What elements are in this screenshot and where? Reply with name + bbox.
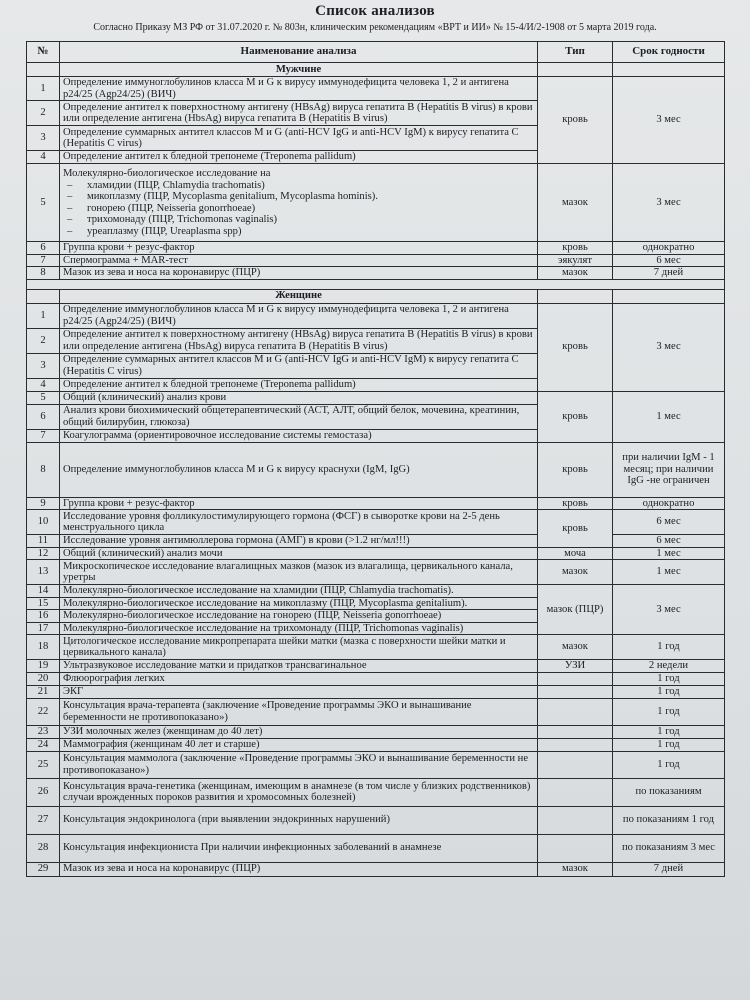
row-number: 19 (27, 660, 60, 673)
analysis-name: Определение антител к поверхностному антигену (HBsAg) вируса гепатита B (Hepatitis B virus) в крови или определение антигена (HbsAg) вируса гепатита B (Hepatitis B virus) (60, 328, 538, 353)
row-number: 28 (27, 834, 60, 862)
analysis-validity: 1 год (613, 698, 725, 725)
analysis-validity: 7 дней (613, 862, 725, 876)
row-number: 17 (27, 622, 60, 635)
analysis-type: мазок (538, 560, 613, 585)
analysis-sublist (63, 180, 534, 238)
row-number: 4 (27, 151, 60, 164)
row-number: 18 (27, 635, 60, 660)
row-number: 3 (27, 353, 60, 378)
analysis-name: Определение иммуноглобулинов класса M и G к вирусу краснухи (IgM, IgG) (60, 442, 538, 497)
row-number: 11 (27, 535, 60, 548)
table-header-row (27, 42, 725, 63)
analysis-name: Консультация маммолога (заключение «Проведение программы ЭКО и вынашивание беременности не противопоказано») (60, 751, 538, 778)
analysis-name: Флюорография легких (60, 672, 538, 685)
table-row (27, 685, 725, 698)
analysis-type: кровь (538, 391, 613, 442)
analysis-type: мазок (538, 635, 613, 660)
header-validity: Срок годности (613, 42, 725, 63)
section-label-women: Женщине (60, 289, 538, 303)
table-row (27, 751, 725, 778)
analysis-validity: 1 год (613, 685, 725, 698)
analysis-name: Ультразвуковое исследование матки и придатков трансвагинальное (60, 660, 538, 673)
table-row (27, 547, 725, 560)
row-number: 27 (27, 806, 60, 834)
analysis-type: мазок (538, 862, 613, 876)
document-subtitle: Согласно Приказу МЗ РФ от 31.07.2020 г. № 803н, клиническим рекомендациям «ВРТ и ИИ» № 15-4/И/2-1908 от 5 марта 2019 года. (93, 22, 657, 33)
row-number: 23 (27, 725, 60, 738)
analysis-validity: 1 год (613, 725, 725, 738)
list-item: – гонорею (ПЦР, Neisseria gonorrhoeae) (89, 203, 534, 215)
analysis-validity: по показаниям 1 год (613, 806, 725, 834)
row-number: 10 (27, 510, 60, 535)
table-row (27, 778, 725, 806)
row-number: 29 (27, 862, 60, 876)
analysis-name: Консультация инфекциониста При наличии инфекционных заболеваний в анамнезе (60, 834, 538, 862)
row-number: 16 (27, 610, 60, 623)
analysis-validity: 7 дней (613, 267, 725, 280)
analysis-name: Определение суммарных антител классов M и G (anti-HCV IgG и anti-HCV IgM) к вирусу гепатита C (Hepatitis C virus) (60, 353, 538, 378)
analysis-validity: по показаниям (613, 778, 725, 806)
row-number: 13 (27, 560, 60, 585)
analysis-validity: 1 год (613, 738, 725, 751)
row-number: 4 (27, 378, 60, 391)
row-number: 8 (27, 442, 60, 497)
analysis-name: Определение суммарных антител классов M и G (anti-HCV IgG и anti-HCV IgM) к вирусу гепатита C (Hepatitis C virus) (60, 126, 538, 151)
table-row (27, 442, 725, 497)
analysis-name: Молекулярно-биологическое исследование на микоплазму (ПЦР, Mycoplasma genitalium). (60, 597, 538, 610)
row-number: 2 (27, 328, 60, 353)
row-number: 1 (27, 77, 60, 101)
table-row (27, 242, 725, 255)
table-row (27, 725, 725, 738)
row-number: 24 (27, 738, 60, 751)
analysis-type: кровь (538, 442, 613, 497)
analysis-name: Мазок из зева и носа на коронавирус (ПЦР) (60, 267, 538, 280)
analysis-name: Исследование уровня антимюллерова гормона (АМГ) в крови (>1.2 нг/мл!!!) (60, 535, 538, 548)
row-number: 21 (27, 685, 60, 698)
analysis-validity: по показаниям 3 мес (613, 834, 725, 862)
row-number: 25 (27, 751, 60, 778)
analysis-type: кровь (538, 497, 613, 510)
list-item: – трихомонаду (ПЦР, Trichomonas vaginalis) (89, 214, 534, 226)
row-number: 8 (27, 267, 60, 280)
analysis-validity: 3 мес (613, 77, 725, 164)
analysis-type: кровь (538, 510, 613, 548)
table-row (27, 660, 725, 673)
table-row (27, 672, 725, 685)
analysis-validity: 1 год (613, 672, 725, 685)
row-number: 3 (27, 126, 60, 151)
analysis-name: Определение антител к бледной трепонеме (Treponema pallidum) (60, 151, 538, 164)
row-number: 12 (27, 547, 60, 560)
analysis-validity: 2 недели (613, 660, 725, 673)
table-row (27, 535, 725, 548)
analysis-name: Молекулярно-биологическое исследование на гонорею (ПЦР, Neisseria gonorrhoeae) (60, 610, 538, 623)
analysis-validity: однократно (613, 242, 725, 255)
analysis-type: кровь (538, 77, 613, 164)
row-number: 6 (27, 242, 60, 255)
analysis-name: Консультация врача-терапевта (заключение «Проведение программы ЭКО и вынашивание беременности не противопоказано») (60, 698, 538, 725)
analysis-name: Спермограмма + MAR-тест (60, 254, 538, 267)
analysis-type: эякулят (538, 254, 613, 267)
row-number: 15 (27, 597, 60, 610)
table-row (27, 560, 725, 585)
analysis-name: ЭКГ (60, 685, 538, 698)
analysis-type: кровь (538, 303, 613, 391)
analysis-name: Общий (клинический) анализ мочи (60, 547, 538, 560)
analysis-validity: 6 мес (613, 254, 725, 267)
row-number: 22 (27, 698, 60, 725)
analysis-name: Коагулограмма (ориентировочное исследование системы гемостаза) (60, 429, 538, 442)
analysis-name: Общий (клинический) анализ крови (60, 391, 538, 404)
analysis-validity: 1 мес (613, 391, 725, 442)
analysis-validity: 6 мес (613, 510, 725, 535)
analysis-validity: 3 мес (613, 585, 725, 635)
section-label-men: Мужчине (60, 63, 538, 77)
analysis-table (26, 41, 725, 877)
analysis-name-lead: Молекулярно-биологическое исследование на (63, 168, 271, 179)
analysis-name: Цитологическое исследование микропрепарата шейки матки (мазка с поверхности шейки матки и цервикального канала) (60, 635, 538, 660)
table-row (27, 585, 725, 598)
analysis-name: Консультация эндокринолога (при выявлении эндокринных нарушений) (60, 806, 538, 834)
analysis-validity: при наличии IgM - 1 месяц; при наличии IgG -не ограничен (613, 442, 725, 497)
table-row (27, 806, 725, 834)
section-row-women (27, 289, 725, 303)
analysis-type: УЗИ (538, 660, 613, 673)
list-item: – уреаплазму (ПЦР, Ureaplasma spp) (89, 226, 534, 238)
list-item: – хламидии (ПЦР, Chlamydia trachomatis) (89, 180, 534, 192)
analysis-name: Маммография (женщинам 40 лет и старше) (60, 738, 538, 751)
analysis-name: Определение иммуноглобулинов класса M и G к вирусу иммунодефицита человека 1, 2 и антигена p24/25 (Agp24/25) (ВИЧ) (60, 77, 538, 101)
table-row (27, 834, 725, 862)
row-number: 14 (27, 585, 60, 598)
spacer-row (27, 279, 725, 289)
row-number: 5 (27, 164, 60, 242)
table-row (27, 738, 725, 751)
document-title: Список анализов (315, 3, 435, 19)
analysis-name: Молекулярно-биологическое исследование на хламидии (ПЦР, Chlamydia trachomatis). (60, 585, 538, 598)
section-row-men (27, 63, 725, 77)
row-number: 9 (27, 497, 60, 510)
table-row (27, 698, 725, 725)
table-row (27, 862, 725, 876)
header-num: № (27, 42, 60, 63)
analysis-validity: 1 мес (613, 547, 725, 560)
analysis-validity: 6 мес (613, 535, 725, 548)
analysis-name: Определение иммуноглобулинов класса M и G к вирусу иммунодефицита человека 1, 2 и антигена p24/25 (Agp24/25) (ВИЧ) (60, 303, 538, 328)
analysis-type: мазок (ПЦР) (538, 585, 613, 635)
analysis-name: Мазок из зева и носа на коронавирус (ПЦР) (60, 862, 538, 876)
analysis-name: Определение антител к бледной трепонеме (Treponema pallidum) (60, 378, 538, 391)
analysis-validity: 3 мес (613, 303, 725, 391)
table-row (27, 510, 725, 535)
row-number: 26 (27, 778, 60, 806)
analysis-name (60, 164, 538, 242)
analysis-name: Исследование уровня фолликулостимулирующего гормона (ФСГ) в сыворотке крови на 2-5 день менструального цикла (60, 510, 538, 535)
row-number: 5 (27, 391, 60, 404)
table-row (27, 303, 725, 328)
header-type: Тип (538, 42, 613, 63)
analysis-validity: однократно (613, 497, 725, 510)
analysis-name: УЗИ молочных желез (женщинам до 40 лет) (60, 725, 538, 738)
row-number: 2 (27, 101, 60, 126)
table-row (27, 164, 725, 242)
analysis-name: Молекулярно-биологическое исследование на трихомонаду (ПЦР, Trichomonas vaginalis) (60, 622, 538, 635)
analysis-name: Консультация врача-генетика (женщинам, имеющим в анамнезе (в том числе у близких родственников) случаи врожденных пороков развития и хромосомных болезней) (60, 778, 538, 806)
table-row (27, 391, 725, 404)
row-number: 20 (27, 672, 60, 685)
analysis-type: мазок (538, 164, 613, 242)
analysis-name: Группа крови + резус-фактор (60, 497, 538, 510)
header-name: Наименование анализа (60, 42, 538, 63)
row-number: 6 (27, 404, 60, 429)
row-number: 1 (27, 303, 60, 328)
analysis-type: кровь (538, 242, 613, 255)
analysis-name: Анализ крови биохимический общетерапевтический (АСТ, АЛТ, общий белок, мочевина, креатинин, общий билирубин, глюкоза) (60, 404, 538, 429)
analysis-type: моча (538, 547, 613, 560)
analysis-name: Определение антител к поверхностному антигену (HBsAg) вируса гепатита B (Hepatitis B virus) в крови или определение антигена (HbsAg) вируса гепатита B (Hepatitis B virus) (60, 101, 538, 126)
table-row (27, 77, 725, 101)
table-row (27, 254, 725, 267)
analysis-name: Микроскопическое исследование влагалищных мазков (мазок из влагалища, цервикального канала, уретры (60, 560, 538, 585)
list-item: – микоплазму (ПЦР, Mycoplasma genitalium, Mycoplasma hominis). (89, 191, 534, 203)
analysis-validity: 3 мес (613, 164, 725, 242)
table-row (27, 635, 725, 660)
table-row (27, 497, 725, 510)
analysis-validity: 1 год (613, 635, 725, 660)
analysis-type: мазок (538, 267, 613, 280)
analysis-validity: 1 год (613, 751, 725, 778)
analysis-validity: 1 мес (613, 560, 725, 585)
row-number: 7 (27, 254, 60, 267)
table-row (27, 267, 725, 280)
analysis-name: Группа крови + резус-фактор (60, 242, 538, 255)
row-number: 7 (27, 429, 60, 442)
